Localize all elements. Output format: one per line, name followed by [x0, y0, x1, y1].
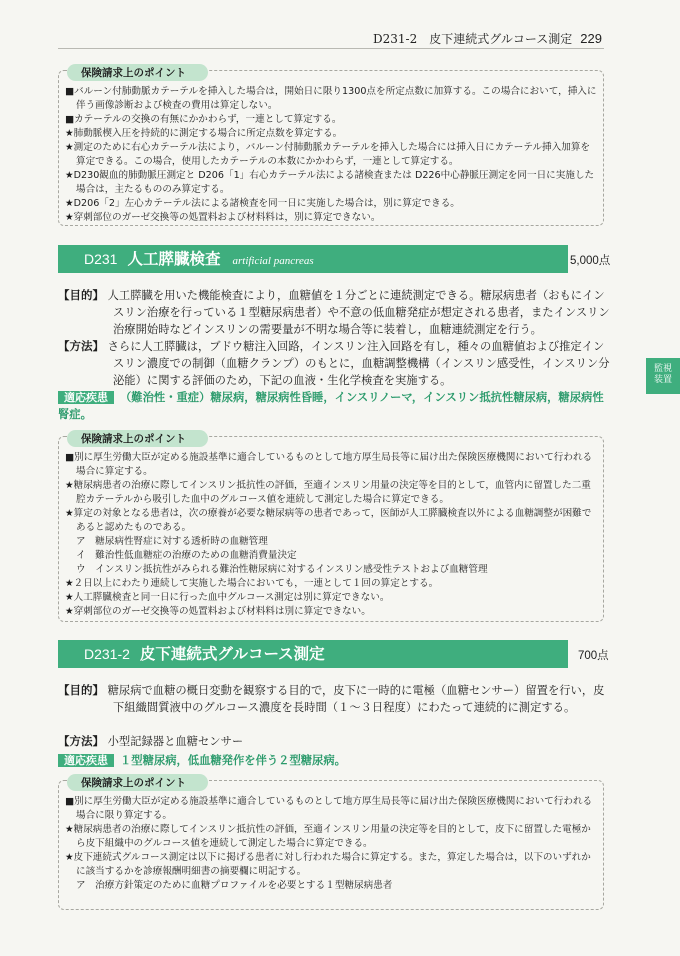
section-header-d231	[58, 245, 568, 273]
billing-points-box-2	[58, 433, 604, 622]
section-code: D231	[84, 251, 118, 267]
method-text: さらに人工膵臓は，ブドウ糖注入回路，インスリン注入回路を有し，種々の血糖値および推定インスリン濃度での制御（血糖クランプ）のもとに，血糖調整機構（インスリン感受性，インスリン分泌能）に関する評価のため，下記の血液・生化学検査を実施する。	[107, 340, 610, 387]
billing-point: ■カテーテルの交換の有無にかかわらず，一連として算定する。	[65, 114, 342, 125]
indication-badge: 適応疾患	[58, 754, 114, 767]
section-code: D231-2	[84, 646, 130, 662]
billing-point: ★D206「2」左心カテーテル法による諸検査を同一日に実施した場合は，別に算定できる。	[65, 198, 460, 209]
running-title: D231-2 皮下連続式グルコース測定	[373, 32, 573, 46]
billing-sub-point: ウ インスリン抵抗性がみられる難治性糖尿病に対するインスリン感受性テストおよび血糖管理	[76, 564, 488, 575]
billing-point: ■別に厚生労働大臣が定める施設基準に適合しているものとして地方厚生局長等に届け出た保険医療機関において行われる場合に算定する。	[65, 452, 593, 477]
billing-point: ★算定の対象となる患者は，次の療養が必要な糖尿病等の患者であって，医師が人工膵臓検査以外による血糖調整が困難であると認めたものである。	[65, 508, 592, 533]
indications	[58, 389, 610, 423]
section-points: 5,000点	[570, 255, 611, 267]
billing-point: ★人工膵臓検査と同一日に行った血中グルコース測定は別に算定できない。	[65, 592, 390, 603]
section-title: 人工膵臓検査	[127, 250, 221, 268]
method-label: 【方法】	[58, 734, 104, 748]
method-text: 小型記録器と血糖センサー	[107, 735, 244, 748]
billing-point: ★糖尿病患者の治療に際してインスリン抵抗性の評価，至適インスリン用量の決定等を目的として，血管内に留置した二重腔カテーテルから吸引した血中のグルコース値を連続して測定した場合に算定できる。	[65, 480, 591, 505]
billing-points-title: 保険請求上のポイント	[67, 430, 208, 447]
billing-point: ★糖尿病患者の治療に際してインスリン抵抗性の評価，至適インスリン用量の決定等を目的として，皮下に留置した電極から皮下組織中のグルコース値を連続して測定した場合に算定できる。	[65, 824, 591, 849]
section-header-d231-2	[58, 640, 568, 668]
billing-point: ★肺動脈楔入圧を持続的に測定する場合に所定点数を算定する。	[65, 128, 343, 139]
purpose-text: 人工膵臓を用いた機能検査により，血糖値を１分ごとに連続測定できる。糖尿病患者（おもにインスリン治療を行っている１型糖尿病患者）や不意の低血糖発症が想定される患者，またインスリン治療開始時などインスリンの需要量が不明な場合等に装着し，血糖連続測定を行う。	[107, 289, 610, 336]
billing-point: ★皮下連続式グルコース測定は以下に掲げる患者に対し行われた場合に算定する。また，算定した場合は，以下のいずれかに該当するかを診療報酬明細書の摘要欄に明記する。	[65, 852, 591, 877]
billing-points-list	[65, 451, 597, 619]
billing-point: ★穿刺部位のガーゼ交換等の処置料および材料料は別に算定できない。	[65, 606, 371, 617]
billing-points-box-3	[58, 777, 604, 910]
billing-point: ★２日以上にわたり連続して実施した場合においても，一連として１回の算定とする。	[65, 578, 439, 589]
indication-text: １型糖尿病，低血糖発作を伴う２型糖尿病。	[120, 754, 346, 767]
billing-sub-point: ア 治療方針策定のために血糖プロファイルを必要とする１型糖尿病患者	[76, 880, 393, 891]
billing-points-list	[65, 85, 597, 225]
billing-sub-point: ア 糖尿病性腎症に対する透析時の血糖管理	[76, 536, 268, 547]
purpose-text: 糖尿病で血糖の概日変動を観察する目的で，皮下に一時的に電極（血糖センサー）留置を行い，皮下組織間質液中のグルコース濃度を長時間（１～３日程度）にわたって連続的に測定する。	[107, 684, 605, 714]
header-rule	[58, 48, 604, 49]
indication-badge: 適応疾患	[58, 391, 114, 404]
purpose-paragraph	[58, 287, 610, 338]
purpose-paragraph	[58, 682, 610, 716]
method-paragraph	[58, 338, 610, 389]
billing-point: ■別に厚生労働大臣が定める施設基準に適合しているものとして地方厚生局長等に届け出た保険医療機関において行われる場合に限り算定する。	[65, 796, 593, 821]
billing-point: ★測定のために右心カテーテル法により，バルーン付肺動脈カテーテルを挿入した場合には挿入日にカテーテル挿入加算を算定できる。この場合，使用したカテーテルの本数にかかわらず，一連として算定する。	[65, 142, 591, 167]
billing-points-title: 保険請求上のポイント	[67, 774, 208, 791]
billing-point: ★穿刺部位のガーゼ交換等の処置料および材料料は，別に算定できない。	[65, 212, 381, 223]
page-header	[0, 30, 602, 47]
indication-text: （難治性・重症）糖尿病，糖尿病性昏睡，インスリノーマ，インスリン抵抗性糖尿病，糖尿病性腎症。	[58, 391, 604, 421]
purpose-label: 【目的】	[58, 683, 104, 697]
indications	[58, 752, 610, 769]
side-index-tab: 監視 装置	[646, 358, 680, 394]
billing-sub-point: イ 難治性低血糖症の治療のための血糖消費量決定	[76, 550, 297, 561]
section-title: 皮下連続式グルコース測定	[139, 645, 325, 663]
billing-point: ■バルーン付肺動脈カテーテルを挿入した場合は，開始日に限り1300点を所定点数に加算する。この場合において，挿入に伴う画像診断および検査の費用は算定しない。	[65, 86, 597, 111]
page-number: 229	[580, 31, 602, 46]
billing-points-list	[65, 795, 597, 893]
billing-point: ★D230観血的肺動脈圧測定と D206「1」右心カテーテル法による諸検査または D226中心静脈圧測定を同一日に実施した場合は，主たるもののみ算定する。	[65, 170, 595, 195]
section-english-title: artificial pancreas	[232, 255, 314, 267]
purpose-label: 【目的】	[58, 288, 104, 302]
section-points: 700点	[578, 650, 609, 662]
billing-points-title: 保険請求上のポイント	[67, 64, 208, 81]
billing-points-box-1	[58, 67, 604, 226]
method-paragraph	[58, 733, 610, 750]
method-label: 【方法】	[58, 339, 104, 353]
